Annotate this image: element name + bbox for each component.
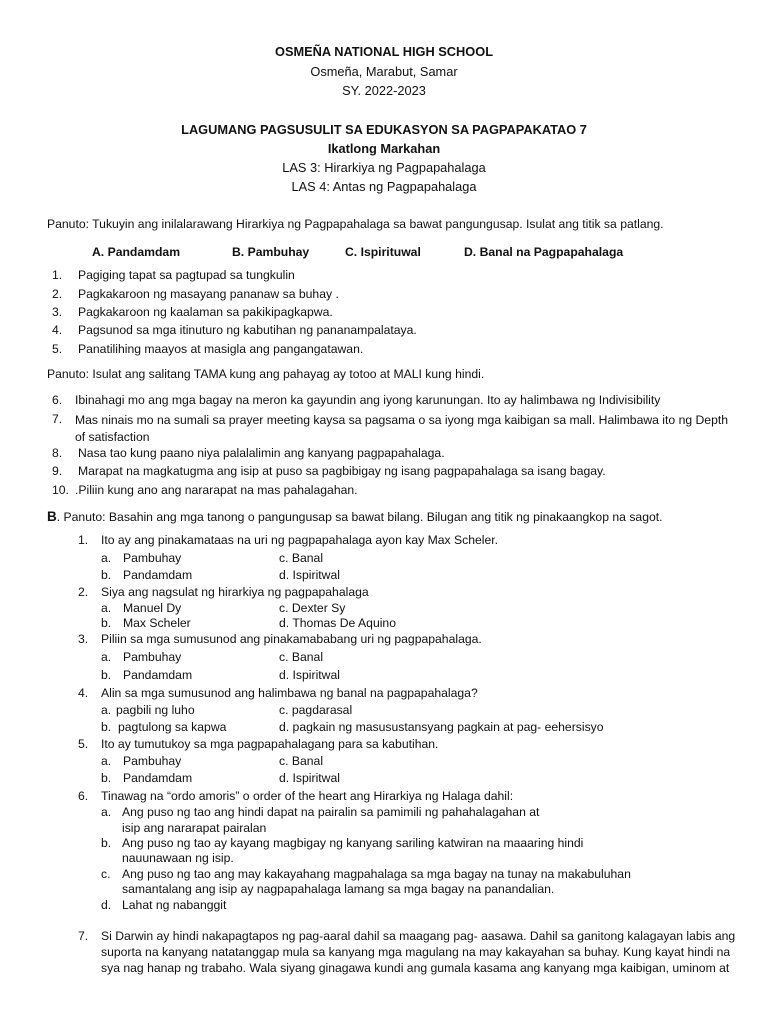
option-text: Ang puso ng tao ang hindi dapat na pairalin sa pamimili ng pahahalagahan at <box>122 805 540 819</box>
list-item: Marapat na magkatugma ang isip at puso sa pagbibigay ng isang pagpapahalaga sa isang bagay. <box>78 464 606 478</box>
option-letter: a. <box>101 703 112 717</box>
school-year: SY. 2022-2023 <box>342 83 426 98</box>
item-number: 6. <box>52 393 63 407</box>
list-item: Nasa tao kung paano niya palalalimin ang kanyang pagpapahalaga. <box>78 446 445 460</box>
question-text: Siya ang nagsulat ng hirarkiya ng pagpapahalaga <box>101 585 369 599</box>
question-text: Si Darwin ay hindi nakapagtapos ng pag-aaral dahil sa maagang pag- aasawa. Dahil sa ganitong kalagayan labis ang <box>101 929 736 943</box>
question-text: Ito ay tumutukoy sa mga pagpapahalagang para sa kabutihan. <box>101 737 439 751</box>
list-item: .Piliin kung ano ang nararapat na mas pahalagahan. <box>75 483 358 497</box>
option-letter: a. <box>101 650 112 664</box>
item-number: 8. <box>52 446 63 460</box>
question-number: 6. <box>78 789 89 803</box>
question-text: sya nag hanap ng trabaho. Wala siyang ginagawa kundi ang gumala kasama ang kanyang mga kaibigan, uminom at <box>101 961 730 975</box>
choice-b: B. Pambuhay <box>232 245 310 259</box>
option-text: Pambuhay <box>123 551 182 565</box>
option-text: isip ang nararapat pairalan <box>122 821 267 835</box>
item-number: 1. <box>52 268 63 282</box>
school-address: Osmeña, Marabut, Samar <box>310 64 458 79</box>
list-item: Pagsunod sa mga itinuturo ng kabutihan ng pananampalataya. <box>78 323 417 337</box>
item-number: 7. <box>52 412 63 426</box>
option-letter: a. <box>101 551 112 565</box>
option-letter: b. <box>101 836 112 850</box>
option-text: Max Scheler <box>123 616 191 630</box>
option-text: d. Ispiritwal <box>279 668 340 682</box>
item-number: 9. <box>52 464 63 478</box>
option-letter: a. <box>101 754 112 768</box>
quarter-label: Ikatlong Markahan <box>327 141 441 156</box>
option-text: Manuel Dy <box>123 601 182 615</box>
question-number: 7. <box>78 929 89 943</box>
list-item: Mas ninais mo na sumali sa prayer meeting kaysa sa pagsama o sa iyong mga kaibigan sa mall. Halimbawa ito ng Depth of satisfaction <box>75 413 729 444</box>
option-letter: b. <box>101 771 112 785</box>
option-text: c. Banal <box>279 650 324 664</box>
question-text: Tinawag na “ordo amoris” o order of the heart ang Hirarkiya ng Halaga dahil: <box>101 789 514 803</box>
option-letter: b. <box>101 720 112 734</box>
option-letter: a. <box>101 601 112 615</box>
option-text: Ang puso ng tao ang may kakayahang magpahalaga sa mga bagay na tunay na makabuluhan <box>122 867 631 881</box>
question-number: 5. <box>78 737 89 751</box>
part-b-instructions: . Panuto: Basahin ang mga tanong o pangungusap sa bawat bilang. Bilugan ang titik ng pinakaangkop na sagot. <box>56 510 663 524</box>
item-number: 4. <box>52 323 63 337</box>
item-number: 10. <box>52 483 69 497</box>
option-text: d. Ispiritwal <box>279 568 340 582</box>
item-number: 5. <box>52 342 63 356</box>
list-item: Panatilihing maayos at masigla ang pangangatawan. <box>78 342 364 356</box>
school-name: OSMEÑA NATIONAL HIGH SCHOOL <box>274 44 494 59</box>
list-item: Pagkakaroon ng masayang pananaw sa buhay . <box>78 287 339 301</box>
list-item: Pagiging tapat sa pagtupad sa tungkulin <box>78 268 295 282</box>
option-text: samantalang ang isip ay nagpapahalaga lamang sa mga bagay na panandalian. <box>122 882 555 896</box>
option-text: pagtulong sa kapwa <box>118 720 227 734</box>
item-number: 2. <box>52 287 63 301</box>
choice-a: A. Pandamdam <box>92 245 181 259</box>
part-b-letter: B <box>47 509 57 524</box>
option-text: Pandamdam <box>123 668 193 682</box>
list-item: Ibinahagi mo ang mga bagay na meron ka gayundin ang iyong karunungan. Ito ay halimbawa ng Indivisibility <box>75 393 661 407</box>
question-number: 2. <box>78 585 89 599</box>
option-text: pagbili ng luho <box>116 703 195 717</box>
option-text: Lahat ng nabanggit <box>122 898 227 912</box>
option-text: Pambuhay <box>123 650 182 664</box>
question-text: Piliin sa mga sumusunod ang pinakamababang uri ng pagpapahalaga. <box>101 632 482 646</box>
choice-c: C. Ispirituwal <box>345 245 421 259</box>
las3-label: LAS 3: Hirarkiya ng Pagpapahalaga <box>282 160 486 175</box>
item-number: 3. <box>52 305 63 319</box>
option-text: d. Ispiritwal <box>279 771 340 785</box>
option-text: c. Banal <box>279 551 324 565</box>
exam-title: LAGUMANG PAGSUSULIT SA EDUKASYON SA PAGPAPAKATAO 7 <box>181 122 587 137</box>
part-a-instructions: Panuto: Tukuyin ang inilalarawang Hirarkiya ng Pagpapahalaga sa bawat pangungusap. Isulat ang titik sa patlang. <box>47 217 664 231</box>
question-text: suporta na kanyang natatanggap mula sa kanyang mga magulang na may kakayahan sa buhay. Kung kayat hindi na <box>101 945 731 959</box>
option-text: c. Banal <box>279 754 324 768</box>
las4-label: LAS 4: Antas ng Pagpapahalaga <box>291 179 477 194</box>
question-number: 1. <box>78 533 89 547</box>
option-text: Pambuhay <box>123 754 182 768</box>
list-item: Pagkakaroon ng kaalaman sa pakikipagkapwa. <box>78 305 333 319</box>
choice-d: D. Banal na Pagpapahalaga <box>464 245 624 259</box>
option-text: c. pagdarasal <box>279 703 353 717</box>
option-text: Pandamdam <box>123 771 193 785</box>
question-text: Ito ay ang pinakamataas na uri ng pagpapahalaga ayon kay Max Scheler. <box>101 533 499 547</box>
option-letter: a. <box>101 805 112 819</box>
part-a-instructions-2: Panuto: Isulat ang salitang TAMA kung ang pahayag ay totoo at MALI kung hindi. <box>47 367 485 381</box>
option-text: Pandamdam <box>123 568 193 582</box>
option-text: c. Dexter Sy <box>279 601 346 615</box>
question-text: Alin sa mga sumusunod ang halimbawa ng banal na pagpapahalaga? <box>101 686 478 700</box>
option-letter: c. <box>101 867 111 881</box>
option-text: d. Thomas De Aquino <box>279 616 396 630</box>
option-letter: b. <box>101 568 112 582</box>
question-number: 4. <box>78 686 89 700</box>
option-letter: d. <box>101 898 112 912</box>
option-letter: b. <box>101 668 112 682</box>
option-text: d. pagkain ng masusustansyang pagkain at pag- eehersisyo <box>279 720 604 734</box>
option-letter: b. <box>101 616 112 630</box>
question-number: 3. <box>78 632 89 646</box>
option-text: nauunawaan ng isip. <box>122 851 234 865</box>
part-b-header <box>47 509 663 524</box>
option-text: Ang puso ng tao ay kayang magbigay ng kanyang sariling katwiran na maaaring hindi <box>122 836 584 850</box>
